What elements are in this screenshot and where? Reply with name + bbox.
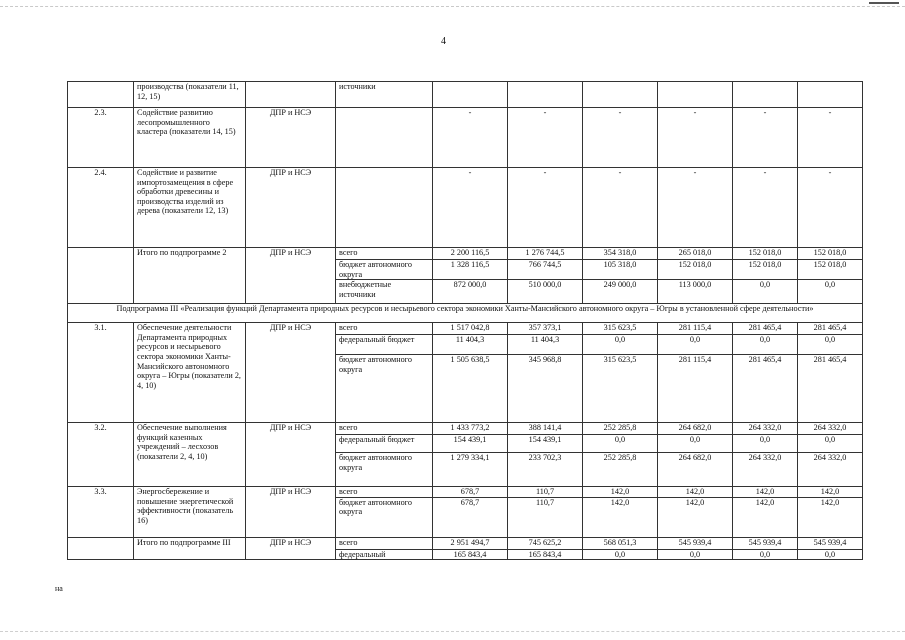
funding-value: 678,7 [433,497,508,537]
event-name: Содействие развитию лесопромышленного кластера (показатели 14, 15) [134,108,246,168]
funding-value: 545 939,4 [733,537,798,549]
row-number: 3.2. [68,423,134,487]
funding-value: 152 018,0 [733,260,798,280]
subprogram-title: Подпрограмма III «Реализация функций Департамента природных ресурсов и несырьевого сектора экономики Ханты-Мансийского автономного округа – Югры в установленной сфере деятельности» [68,304,863,323]
funding-value: 249 000,0 [583,280,658,304]
event-name: Содействие и развитие импортозамещения в сфере обработки древесины и производства изделий из дерева (показатели 12, 13) [134,168,246,248]
row-number: 3.1. [68,323,134,423]
funding-value: 105 318,0 [583,260,658,280]
funding-value: 0,0 [583,549,658,560]
table-row [68,108,863,168]
funding-value: 0,0 [658,435,733,453]
funding-value [433,82,508,108]
funding-value: 0,0 [583,335,658,355]
funding-value: 281 465,4 [733,355,798,423]
funding-value: 265 018,0 [658,248,733,260]
funding-value: 0,0 [798,435,863,453]
funding-value: 252 285,8 [583,453,658,487]
row-number: 3.3. [68,487,134,538]
funding-value: 1 279 334,1 [433,453,508,487]
funding-value: 113 000,0 [658,280,733,304]
page-number: 4 [441,36,446,47]
funding-value: 142,0 [798,487,863,498]
subprogram-header-row [68,304,863,323]
funding-value: 142,0 [583,487,658,498]
funding-value: - [433,108,508,168]
funding-value: 545 939,4 [798,537,863,549]
funding-value: 0,0 [733,549,798,560]
executor [246,82,336,108]
table-row [68,537,863,549]
funding-source: внебюджетные источники [336,280,433,304]
funding-value: 2 951 494,7 [433,537,508,549]
funding-value: 11 404,3 [508,335,583,355]
row-number: 2.4. [68,168,134,248]
executor: ДПР и НСЭ [246,537,336,560]
funding-value: 281 465,4 [733,323,798,335]
funding-source: источники [336,82,433,108]
funding-value: - [798,108,863,168]
funding-value: 154 439,1 [433,435,508,453]
event-name: Итого по подпрограмме III [134,537,246,560]
funding-value: 1 328 116,5 [433,260,508,280]
executor: ДПР и НСЭ [246,323,336,423]
row-number: 2.3. [68,108,134,168]
funding-value: 252 285,8 [583,423,658,435]
funding-source [336,108,433,168]
funding-value: 152 018,0 [658,260,733,280]
funding-value: 0,0 [583,435,658,453]
funding-value: 110,7 [508,497,583,537]
funding-value: 264 332,0 [798,423,863,435]
executor: ДПР и НСЭ [246,487,336,538]
funding-value: 1 517 042,8 [433,323,508,335]
funding-value: 545 939,4 [658,537,733,549]
funding-value: 0,0 [798,335,863,355]
event-name: Энергосбережение и повышение энергетической эффективности (показатель 16) [134,487,246,538]
funding-source: всего [336,323,433,335]
table-row [68,168,863,248]
funding-value: 315 623,5 [583,355,658,423]
funding-value: - [583,108,658,168]
table-row [68,248,863,260]
funding-value [583,82,658,108]
funding-value: - [508,168,583,248]
funding-value: - [798,168,863,248]
funding-value: 766 744,5 [508,260,583,280]
funding-source [336,168,433,248]
funding-value: - [733,108,798,168]
funding-value: 0,0 [733,435,798,453]
scan-edge-bottom [0,631,905,632]
funding-value: 281 115,4 [658,323,733,335]
executor: ДПР и НСЭ [246,108,336,168]
table-row [68,423,863,435]
funding-value: 142,0 [733,487,798,498]
executor: ДПР и НСЭ [246,168,336,248]
funding-value: 264 682,0 [658,423,733,435]
funding-value: 357 373,1 [508,323,583,335]
funding-source: бюджет автономного округа [336,355,433,423]
funding-value: 745 625,2 [508,537,583,549]
funding-value: 264 332,0 [733,453,798,487]
funding-value [798,82,863,108]
funding-source: бюджет автономного округа [336,453,433,487]
funding-value: 345 968,8 [508,355,583,423]
funding-value: 0,0 [658,335,733,355]
budget-table [67,81,863,560]
scan-edge-top [0,6,905,7]
funding-value: 0,0 [733,280,798,304]
funding-value: 142,0 [658,487,733,498]
footer-note: на [55,584,63,593]
funding-source: всего [336,487,433,498]
table-row [68,82,863,108]
funding-value: 152 018,0 [798,248,863,260]
funding-value: 354 318,0 [583,248,658,260]
funding-value: 0,0 [798,549,863,560]
funding-value [658,82,733,108]
funding-value: 11 404,3 [433,335,508,355]
event-name: производства (показатели 11, 12, 15) [134,82,246,108]
funding-value: 152 018,0 [798,260,863,280]
funding-value: 281 115,4 [658,355,733,423]
row-number [68,248,134,304]
funding-value [733,82,798,108]
funding-source: бюджет автономного округа [336,497,433,537]
funding-value: 1 505 638,5 [433,355,508,423]
funding-value: 2 200 116,5 [433,248,508,260]
funding-value: - [508,108,583,168]
funding-value: - [658,108,733,168]
table-row [68,323,863,335]
funding-value [508,82,583,108]
event-name: Обеспечение выполнения функций казенных учреждений – лесхозов (показатели 2, 4, 10) [134,423,246,487]
funding-value: - [583,168,658,248]
funding-value: 165 843,4 [433,549,508,560]
funding-value: 152 018,0 [733,248,798,260]
funding-value: - [433,168,508,248]
funding-value: 142,0 [733,497,798,537]
funding-value: 264 332,0 [733,423,798,435]
funding-value: 1 433 773,2 [433,423,508,435]
funding-value: 233 702,3 [508,453,583,487]
event-name: Обеспечение деятельности Департамента природных ресурсов и несырьевого сектора экономики Ханты-Мансийского автономного округа – Югры (показатели 2, 4, 10) [134,323,246,423]
funding-source: всего [336,423,433,435]
funding-value: 142,0 [583,497,658,537]
funding-value: 110,7 [508,487,583,498]
funding-value: - [658,168,733,248]
funding-value: 281 465,4 [798,355,863,423]
scan-corner-mark [869,2,899,4]
funding-source: бюджет автономного округа [336,260,433,280]
funding-value: 142,0 [658,497,733,537]
row-number [68,537,134,560]
funding-value: 388 141,4 [508,423,583,435]
funding-value: 568 051,3 [583,537,658,549]
funding-value: 510 000,0 [508,280,583,304]
funding-value: 281 465,4 [798,323,863,335]
executor: ДПР и НСЭ [246,248,336,304]
funding-source: всего [336,248,433,260]
funding-value: 315 623,5 [583,323,658,335]
funding-value: 0,0 [733,335,798,355]
event-name: Итого по подпрограмме 2 [134,248,246,304]
funding-source: федеральный бюджет [336,435,433,453]
funding-value: 264 332,0 [798,453,863,487]
funding-value: 142,0 [798,497,863,537]
funding-value: 872 000,0 [433,280,508,304]
table-row [68,487,863,498]
funding-value: 1 276 744,5 [508,248,583,260]
executor: ДПР и НСЭ [246,423,336,487]
funding-source: федеральный бюджет [336,335,433,355]
funding-source: всего [336,537,433,549]
row-number [68,82,134,108]
funding-value: 0,0 [658,549,733,560]
funding-source: федеральный [336,549,433,560]
funding-value: 678,7 [433,487,508,498]
funding-value: 165 843,4 [508,549,583,560]
funding-value: 0,0 [798,280,863,304]
funding-value: 154 439,1 [508,435,583,453]
funding-value: 264 682,0 [658,453,733,487]
funding-value: - [733,168,798,248]
